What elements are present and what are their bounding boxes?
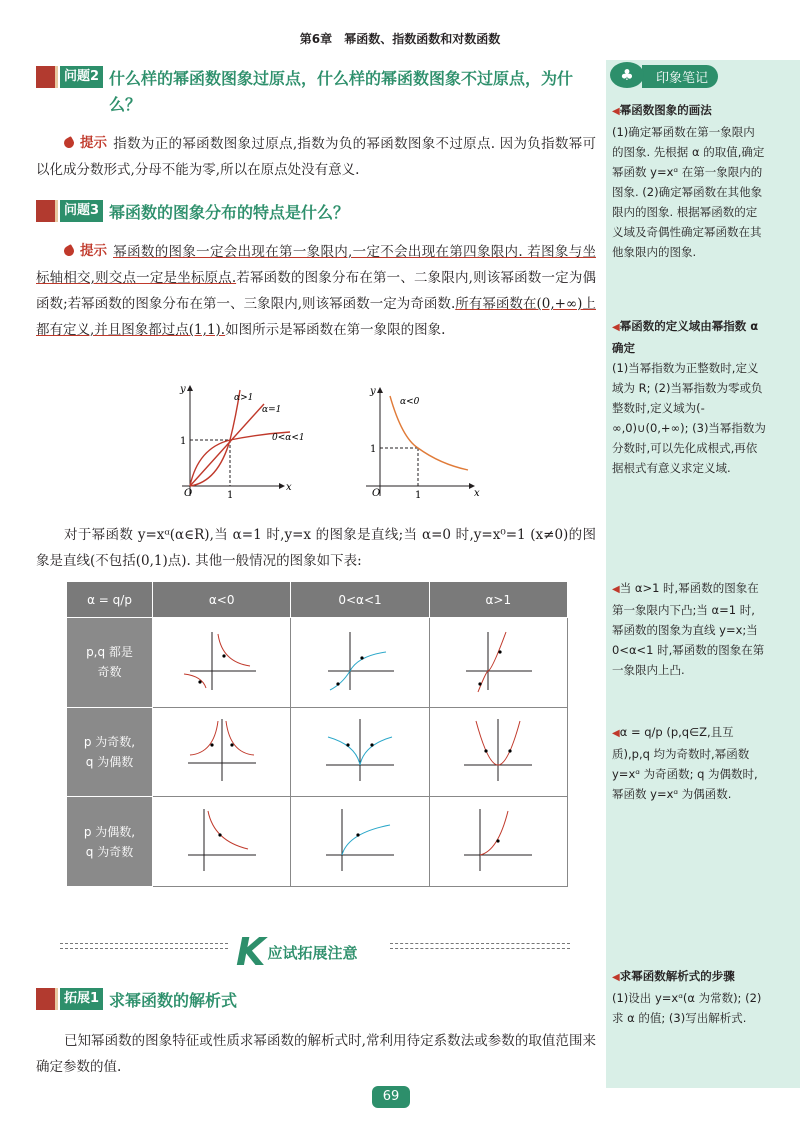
note-steps: ◀求幂函数解析式的步骤 (1)设出 y=xᵅ(α 为常数); (2)求 α 的值; (3)写出解析式.: [612, 966, 766, 1028]
question-3-text: 幂函数的图象分布的特点是什么？: [109, 203, 350, 222]
question-2-tag: [36, 66, 103, 88]
note-drawing-method: ◀幂函数图象的画法 (1)确定幂函数在第一象限内的图象. 先根据 α 的取值,确定幂函数 y=xᵅ 在第一象限内的图象. (2)确定幂函数在其他象限内的图象. 根据幂函数的定义域及奇偶性确定幂函数在其他象限内的图象.: [612, 100, 766, 262]
graph-negative-exponent: [350, 378, 490, 508]
graph-cell: [153, 797, 291, 887]
note-domain: ◀幂函数的定义域由幂指数 α 确定 (1)当幂指数为正整数时,定义域为 R; (2)当幂指数为零或负整数时,定义域为(-∞,0)∪(0,+∞); (3)当幂指数为分数时,可以先化成根式,再依据根式有意义求定义域.: [612, 316, 766, 478]
answer-underlined-3: 所有幂函数在(0,+∞)上都有定义,并且图象都过点(1,1).: [36, 296, 596, 338]
note-convexity: ◀当 α>1 时,幂函数的图象在第一象限内下凸;当 α=1 时,幂函数的图象为直线 y=x;当 0<α<1 时,幂函数的图象在第一象限内上凸.: [612, 581, 765, 677]
extension-1-label: 拓展1: [60, 988, 103, 1010]
note-parity: ◀α = q/p (p,q∈Z,且互质),p,q 均为奇数时,幂函数 y=xᵅ 为奇函数; q 为偶数时,幂函数 y=xᵅ 为偶函数.: [612, 725, 758, 801]
answer-part-2: 若幂函数的图象分布在第一、二象限内,则该幂函数一定为偶函数;若幂函数的图象分布在第一、三象限内,则该幂函数一定为奇函数.: [36, 270, 596, 312]
power-function-table: [66, 581, 568, 887]
leaf-icon: [62, 244, 76, 258]
extension-1-title: 求幂函数的解析式: [109, 991, 238, 1010]
label-a-gt1: α>1: [234, 393, 254, 403]
question-2: [36, 66, 604, 118]
question-3: [36, 200, 604, 226]
chapter-number: 第6章: [299, 32, 333, 46]
graph-cell: [429, 797, 567, 887]
row-header: p 为偶数, q 为奇数: [67, 797, 153, 887]
leaf-icon: [62, 136, 76, 150]
note-1-body: (1)确定幂函数在第一象限内的图象. 先根据 α 的取值,确定幂函数 y=xᵅ 在第一象限内的图象. (2)确定幂函数在其他象限内的图象. 根据幂函数的定义域及奇偶性确定幂函数在其他象限内的图象.: [612, 125, 765, 259]
power-function-paragraph: 对于幂函数 y=xᵅ(α∈R),当 α=1 时,y=x 的图象是直线;当 α=0 时,y=x⁰=1 (x≠0)的图象是直线(不包括(0,1)点). 其他一般情况的图象如下表:: [36, 527, 596, 569]
graph-cell: [429, 618, 567, 708]
page-number: 69: [372, 1086, 410, 1108]
table-header-row: [67, 582, 568, 618]
x-tick-1: 1: [415, 490, 422, 501]
note-4-body: α = q/p (p,q∈Z,且互质),p,q 均为奇数时,幂函数 y=xᵅ 为奇函数; q 为偶数时,幂函数 y=xᵅ 为偶函数.: [612, 725, 758, 801]
extension-1-tag: [36, 988, 103, 1010]
graph-cell: [291, 797, 429, 887]
table-row: [67, 707, 568, 797]
question-3-answer: [36, 238, 596, 343]
question-2-label: 问题2: [60, 66, 103, 88]
question-2-answer-text: 指数为正的幂函数图象过原点,指数为负的幂函数图象不过原点. 因为负指数幂可以化成分数形式,分母不能为零,所以在原点处没有意义.: [36, 136, 596, 178]
question-2-text: 什么样的幂函数图象过原点，什么样的幂函数图象不过原点，为什么？: [109, 69, 574, 114]
divider-left: [60, 943, 228, 949]
hint-marker: 提示: [64, 130, 107, 156]
graph-cell: [429, 707, 567, 797]
graph-cell: [153, 618, 291, 708]
note-3-body: 当 α>1 时,幂函数的图象在第一象限内下凸;当 α=1 时,幂函数的图象为直线 y=x;当 0<α<1 时,幂函数的图象在第一象限内上凸.: [612, 581, 765, 677]
table-row: [67, 618, 568, 708]
origin-label: O: [184, 488, 193, 499]
label-a-eq1: α=1: [262, 405, 282, 415]
book-icon: [36, 988, 58, 1010]
extension-1: [36, 988, 596, 1014]
graph-first-quadrant: [160, 378, 320, 508]
note-1-title: 幂函数图象的画法: [619, 103, 712, 117]
origin-label: O: [372, 488, 381, 499]
table-col-header: α>1: [429, 582, 567, 618]
note-2-title: 幂函数的定义域由幂指数 α 确定: [612, 319, 759, 355]
chapter-header: [0, 30, 800, 47]
table-corner: α = q/p: [67, 582, 153, 618]
graph-cell: [291, 707, 429, 797]
note-5-body: (1)设出 y=xᵅ(α 为常数); (2)求 α 的值; (3)写出解析式.: [612, 991, 762, 1025]
side-title-text: 印象笔记: [642, 65, 718, 88]
elephant-icon: ♣: [610, 62, 644, 88]
row-header: p 为奇数, q 为偶数: [67, 707, 153, 797]
section-k-icon: K: [236, 930, 266, 974]
y-tick-1: 1: [180, 436, 187, 447]
book-icon: [36, 200, 58, 222]
book-icon: [36, 66, 58, 88]
x-tick-1: 1: [227, 490, 234, 501]
divider-right: [390, 943, 570, 949]
curve-a-eq1: [190, 404, 264, 486]
note-2-body: (1)当幂指数为正整数时,定义域为 R; (2)当幂指数为零或负整数时,定义域为(-∞,0)∪(0,+∞); (3)当幂指数为分数时,可以先化成根式,再依据根式有意义求定义域.: [612, 361, 766, 475]
row-header: p,q 都是 奇数: [67, 618, 153, 708]
note-5-title: 求幂函数解析式的步骤: [619, 969, 735, 983]
hint-marker: 提示: [64, 238, 107, 264]
y-axis-label: y: [180, 384, 186, 395]
y-axis-label: y: [370, 386, 376, 397]
label-a-mid: 0<α<1: [272, 433, 305, 443]
table-row: [67, 797, 568, 887]
section-title-text: 应试拓展注意: [267, 943, 358, 962]
chapter-title: 幂函数、指数函数和对数函数: [344, 32, 501, 46]
x-axis-label: x: [286, 482, 292, 493]
question-2-answer: [36, 130, 596, 183]
answer-underlined-1: 幂函数的图象一定会出现在第一象限内,一定不会出现在第四象限内. 若图象与坐标轴相交,则交点一定是坐标原点.: [36, 244, 596, 286]
y-tick-1: 1: [370, 444, 377, 455]
label-a-lt0: α<0: [400, 397, 420, 407]
answer-part-4: 如图所示是幂函数在第一象限的图象.: [225, 322, 446, 338]
question-3-label: 问题3: [60, 200, 103, 222]
curve-a-lt0: [390, 396, 468, 470]
graph-cell: [153, 707, 291, 797]
graph-cell: [291, 618, 429, 708]
section-title: [236, 930, 357, 974]
table-col-header: α<0: [153, 582, 291, 618]
x-axis-label: x: [474, 488, 480, 499]
table-col-header: 0<α<1: [291, 582, 429, 618]
extension-1-body: 已知幂函数的图象特征或性质求幂函数的解析式时,常利用待定系数法或参数的取值范围来确定参数的值.: [36, 1033, 596, 1075]
question-3-tag: [36, 200, 103, 222]
